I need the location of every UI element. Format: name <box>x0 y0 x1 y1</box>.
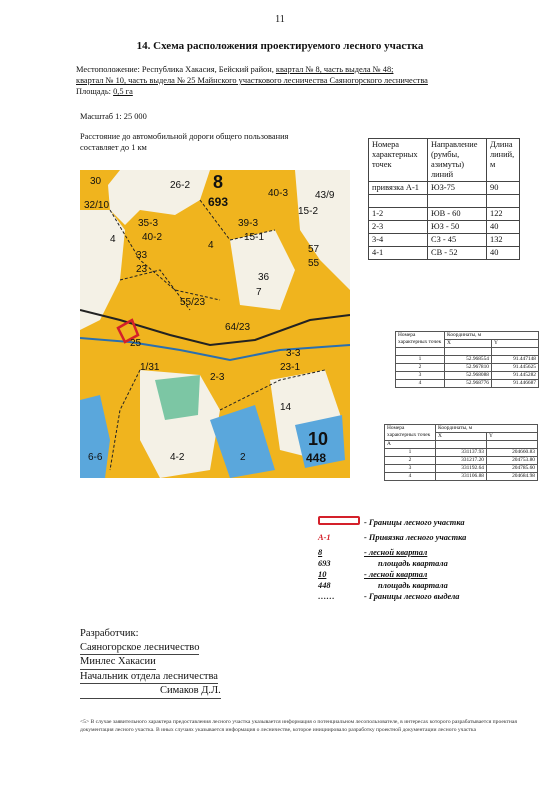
table-cell: 331192.64 <box>436 465 487 473</box>
table-row <box>385 441 538 449</box>
developer-block <box>80 627 221 699</box>
table-cell: 331137.93 <box>436 449 487 457</box>
map-label: 15-2 <box>298 206 319 217</box>
developer-ministry: Минлес Хакасии <box>80 655 156 670</box>
table-cell: 52.967810 <box>445 364 492 372</box>
table-row <box>385 465 538 473</box>
table-cell: ЮВ - 60 <box>428 208 487 221</box>
legend-boundary <box>318 516 518 528</box>
map-label: 55 <box>308 258 320 269</box>
map-label: 26-2 <box>170 180 191 191</box>
map-label: 4 <box>110 234 116 245</box>
dots-symbol: …… <box>318 592 335 601</box>
geo-coordinates-table <box>395 331 539 388</box>
table-cell: 40 <box>487 247 520 260</box>
legend-label: - Привязка лесного участка <box>364 533 467 542</box>
header-cell: Y <box>492 340 539 348</box>
header-cell: Номера характерных точек <box>369 139 428 182</box>
table-cell: 91.447148 <box>492 356 539 364</box>
map-label: 55/23 <box>180 297 206 308</box>
legend-label: площадь квартала <box>378 581 448 590</box>
table-cell: 52.968554 <box>445 356 492 364</box>
table-cell: 91.445625 <box>492 364 539 372</box>
legend-label: - Границы лесного выдела <box>364 592 460 601</box>
header-cell: Направление (румбы, азимуты) линий <box>428 139 487 182</box>
table-row <box>396 364 539 372</box>
map-label: 30 <box>90 176 102 187</box>
table-header-row <box>385 425 538 433</box>
map-label: 1/31 <box>140 362 160 373</box>
map-label: 36 <box>258 272 270 283</box>
table-cell: 4-1 <box>369 247 428 260</box>
map-label: 33 <box>136 250 148 261</box>
table-cell: привязка А-1 <box>369 182 428 195</box>
table-cell: А <box>385 441 436 449</box>
map-label: 64/23 <box>225 322 251 333</box>
legend-quarter-8-area <box>318 558 518 569</box>
location-block <box>76 64 516 97</box>
location-part1: квартал № 8, часть выдела № 48; <box>275 65 394 74</box>
table-cell: 3-4 <box>369 234 428 247</box>
quarter-area: 693 <box>318 559 331 568</box>
map-label: 7 <box>256 287 262 298</box>
map-label: 4-2 <box>170 452 185 463</box>
legend-label: - лесной квартал <box>364 548 428 557</box>
table-cell: 90 <box>487 182 520 195</box>
table-cell: 204785.60 <box>487 465 538 473</box>
legend-anchor <box>318 532 518 543</box>
scale-text: Масштаб 1: 25 000 <box>80 112 147 121</box>
legend-plot-border <box>318 591 518 602</box>
map-label: 693 <box>208 195 229 209</box>
table-row <box>369 221 520 234</box>
legend-quarter-10-area <box>318 580 518 591</box>
map-label: 25 <box>130 338 142 349</box>
table-cell: 2 <box>385 457 436 465</box>
map-label: 43/9 <box>315 190 335 201</box>
developer-position: Начальник отдела лесничества <box>80 670 218 685</box>
table-row <box>369 234 520 247</box>
header-cell: X <box>445 340 492 348</box>
table-cell: 4 <box>396 380 445 388</box>
table-cell: 3 <box>385 465 436 473</box>
table-cell: 2-3 <box>369 221 428 234</box>
distance-text <box>80 131 340 153</box>
table-row <box>369 208 520 221</box>
table-cell: 331217.20 <box>436 457 487 465</box>
table-cell: СЗ - 45 <box>428 234 487 247</box>
header-cell: Y <box>487 433 538 441</box>
legend-label: - лесной квартал <box>364 570 428 579</box>
table-cell <box>487 441 538 449</box>
table-cell: ЮЗ-75 <box>428 182 487 195</box>
rect-coordinates-table <box>384 424 538 481</box>
directions-table <box>368 138 520 260</box>
area-label: Площадь: <box>76 87 114 96</box>
boundary-swatch <box>318 516 364 528</box>
map-label: 15-1 <box>244 232 265 243</box>
map-label: 10 <box>308 429 329 449</box>
distance-line2: составляет до 1 км <box>80 143 147 152</box>
map-label: 2 <box>240 452 246 463</box>
table-cell <box>369 195 428 208</box>
table-header-row <box>369 139 520 182</box>
map-label: 32/10 <box>84 200 110 211</box>
table-row <box>369 195 520 208</box>
table-cell: 3 <box>396 372 445 380</box>
table-row <box>385 473 538 481</box>
map-label: 40-2 <box>142 232 163 243</box>
table-cell: 122 <box>487 208 520 221</box>
footnote: <5> В случае заявительного характера предоставления лесного участка указывается информация о потенциальном лесопользователе, в интересах которого разрабатывается проектная документация лесного участка. В иных случаях указывается информация о лесничестве, которое инициировало разработку проектной документации лесного участка <box>80 719 517 733</box>
map-label: 3-3 <box>286 348 301 359</box>
quarter-area: 448 <box>318 581 331 590</box>
legend-label: площадь квартала <box>378 559 448 568</box>
table-row <box>396 372 539 380</box>
map-label: 23-1 <box>280 362 301 373</box>
developer-signature: Симаков Д.Л. <box>80 684 221 699</box>
map-label: 57 <box>308 244 320 255</box>
table-cell: 1-2 <box>369 208 428 221</box>
anchor-symbol: А-1 <box>318 533 331 542</box>
quarter-number: 8 <box>318 548 323 557</box>
forest-map <box>80 170 350 478</box>
table-cell: 204753.80 <box>487 457 538 465</box>
table-cell: 331106.88 <box>436 473 487 481</box>
header-cell: Координаты, м <box>445 332 539 340</box>
table-row <box>369 247 520 260</box>
header-cell: Номера характерных точек <box>396 332 445 348</box>
map-label: 23 <box>136 264 148 275</box>
table-cell <box>492 348 539 356</box>
header-cell: Длина линий, м <box>487 139 520 182</box>
legend-quarter-8 <box>318 547 518 558</box>
table-cell: 91.445282 <box>492 372 539 380</box>
table-row <box>385 449 538 457</box>
table-cell: 4 <box>385 473 436 481</box>
map-label: 448 <box>306 451 327 465</box>
map-label: 4 <box>208 240 214 251</box>
table-row <box>396 380 539 388</box>
table-cell: 52.968776 <box>445 380 492 388</box>
page-title: 14. Схема расположения проектируемого лесного участка <box>136 40 424 52</box>
table-cell: 1 <box>385 449 436 457</box>
table-header-row <box>396 332 539 340</box>
table-cell <box>428 195 487 208</box>
page-number: 11 <box>275 14 285 25</box>
table-cell: 204684.98 <box>487 473 538 481</box>
developer-org: Саяногорское лесничество <box>80 641 199 656</box>
map-label: 8 <box>213 172 224 192</box>
area-value: 0,5 га <box>113 87 133 96</box>
table-row <box>385 457 538 465</box>
map-label: 39-3 <box>238 218 259 229</box>
table-cell: 40 <box>487 221 520 234</box>
header-cell: Номера характерных точек <box>385 425 436 441</box>
map-label: 35-3 <box>138 218 159 229</box>
table-cell <box>445 348 492 356</box>
distance-line1: Расстояние до автомобильной дороги общего пользования <box>80 132 289 141</box>
table-cell <box>396 348 445 356</box>
map-legend <box>318 516 518 602</box>
location-part2: квартал № 10, часть выдела № 25 Майнского участкового лесничества Саяногорского лесничества <box>76 76 428 85</box>
map-label: 14 <box>280 402 292 413</box>
quarter-number: 10 <box>318 570 327 579</box>
table-cell: СВ - 52 <box>428 247 487 260</box>
developer-label: Разработчик: <box>80 628 139 639</box>
table-cell: 52.968088 <box>445 372 492 380</box>
table-cell: 91.446687 <box>492 380 539 388</box>
table-cell: 132 <box>487 234 520 247</box>
table-cell <box>487 195 520 208</box>
table-cell: 1 <box>396 356 445 364</box>
map-label: 6-6 <box>88 452 103 463</box>
map-label: 40-3 <box>268 188 289 199</box>
header-cell: X <box>436 433 487 441</box>
map-label: 2-3 <box>210 372 225 383</box>
legend-label: - Границы лесного участка <box>364 517 465 527</box>
table-row <box>396 348 539 356</box>
table-row <box>369 182 520 195</box>
table-cell: 2 <box>396 364 445 372</box>
table-cell: 204660.83 <box>487 449 538 457</box>
table-cell <box>436 441 487 449</box>
location-prefix: Местоположение: Республика Хакасия, Бейский район, <box>76 65 276 74</box>
legend-quarter-10 <box>318 569 518 580</box>
header-cell: Координаты, м <box>436 425 538 433</box>
table-row <box>396 356 539 364</box>
table-cell: ЮЗ - 50 <box>428 221 487 234</box>
